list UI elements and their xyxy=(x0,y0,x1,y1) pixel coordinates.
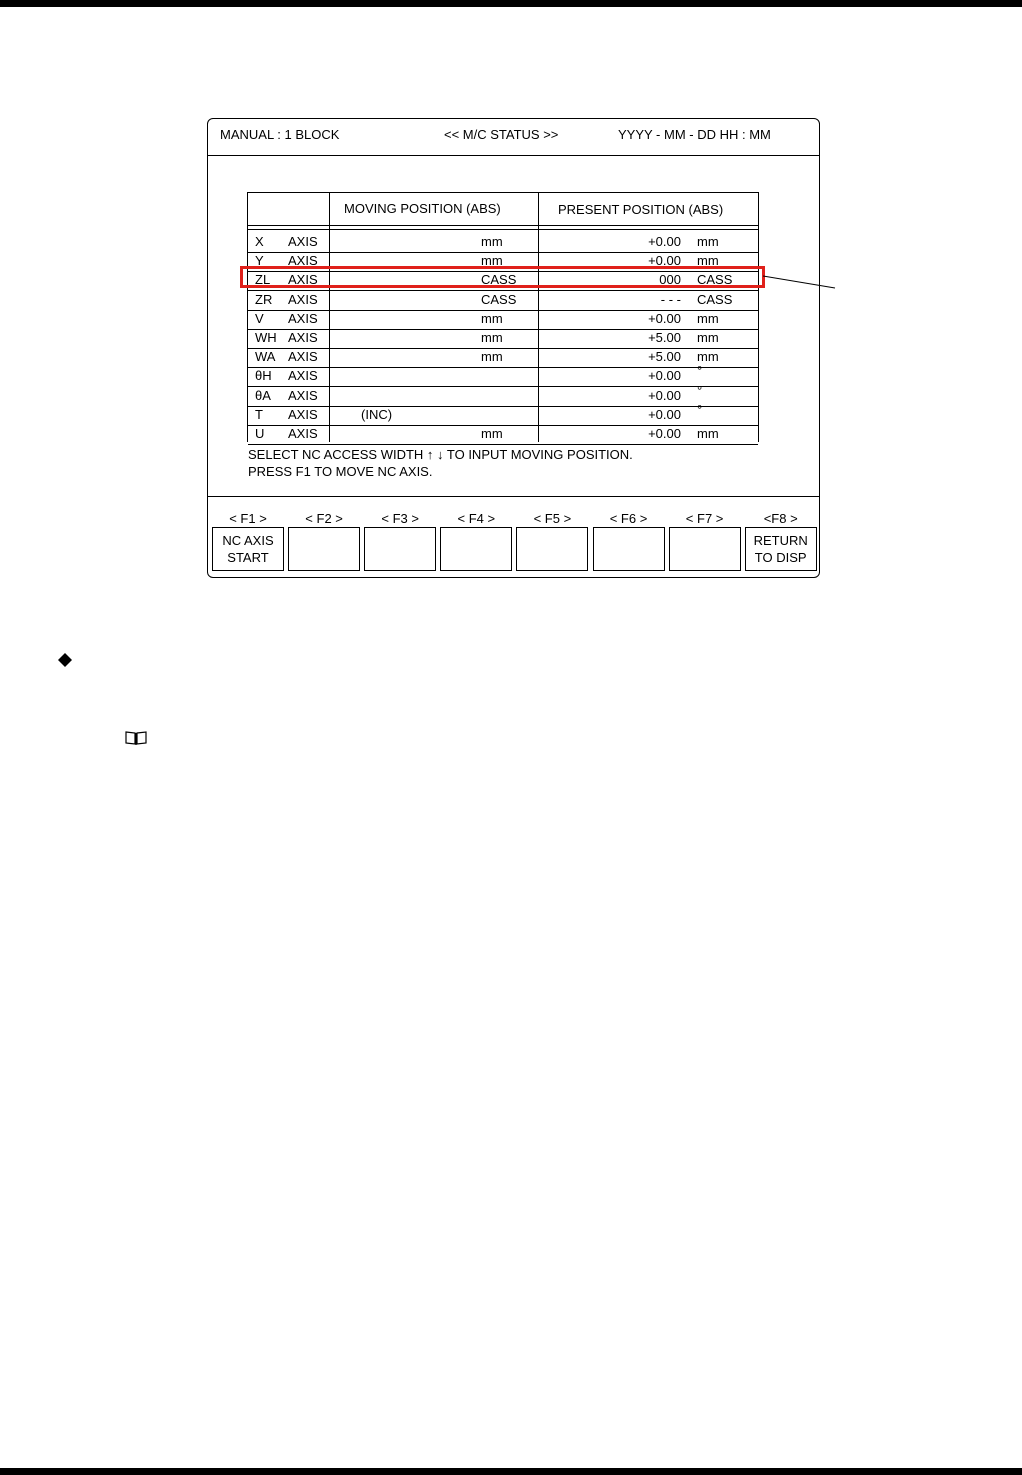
axis-label: AXIS xyxy=(288,291,318,307)
function-key-f2-button[interactable] xyxy=(288,527,360,571)
function-key-f4-button[interactable] xyxy=(440,527,512,571)
function-key-label: < F7 > xyxy=(685,511,724,526)
table-row[interactable] xyxy=(248,425,758,445)
moving-value: (INC) xyxy=(361,406,393,422)
table-header-line xyxy=(248,229,758,230)
present-unit: mm xyxy=(697,234,719,249)
table-row[interactable] xyxy=(248,329,758,349)
axis-name: WH xyxy=(255,330,277,345)
present-unit: CASS xyxy=(697,272,733,288)
function-key-label: < F1 > xyxy=(229,511,267,526)
present-value: +0.00 xyxy=(648,234,681,249)
moving-unit: CASS xyxy=(481,272,517,288)
present-value: +0.00 xyxy=(648,387,681,403)
datetime-label: YYYY - MM - DD HH : MM xyxy=(618,127,771,142)
moving-unit: mm xyxy=(481,234,503,249)
top-rule xyxy=(0,0,1022,7)
axis-name: T xyxy=(255,406,263,422)
table-header-line xyxy=(248,225,758,226)
present-value: +0.00 xyxy=(648,406,681,422)
axis-name: X xyxy=(255,234,264,249)
present-unit: mm xyxy=(697,310,719,326)
axis-name: ZR xyxy=(255,291,273,307)
function-key-f7-button[interactable] xyxy=(669,527,741,571)
moving-unit: mm xyxy=(481,310,503,326)
table-row[interactable] xyxy=(248,363,758,387)
present-unit: mm xyxy=(697,330,719,345)
function-key-f8-button[interactable] xyxy=(745,527,817,571)
axis-name: Y xyxy=(255,253,264,269)
axis-name: θH xyxy=(255,368,272,384)
present-unit: ° xyxy=(697,382,703,398)
present-unit: ° xyxy=(697,363,703,379)
instruction-line-1: SELECT NC ACCESS WIDTH ↑ ↓ TO INPUT MOVING POSITION. xyxy=(248,447,633,462)
axis-label: AXIS xyxy=(288,330,318,345)
present-value: +5.00 xyxy=(648,330,681,345)
function-key-label: <F8 > xyxy=(763,511,798,526)
axis-label: AXIS xyxy=(288,310,318,326)
axis-name: ZL xyxy=(255,272,271,288)
moving-position-header: MOVING POSITION (ABS) xyxy=(344,201,501,216)
mc-status-screen xyxy=(207,118,820,578)
present-unit: mm xyxy=(697,253,719,269)
function-key-divider xyxy=(208,496,819,497)
header-divider xyxy=(208,155,819,156)
function-key-text: RETURN xyxy=(753,533,808,548)
function-key-label: < F5 > xyxy=(533,511,572,526)
table-row[interactable] xyxy=(248,348,758,368)
table-row[interactable] xyxy=(248,382,758,407)
moving-unit: CASS xyxy=(481,291,517,307)
axis-name: θA xyxy=(255,387,271,403)
axis-position-table xyxy=(247,192,759,442)
diamond-icon xyxy=(58,653,72,667)
axis-label: AXIS xyxy=(288,368,318,384)
moving-unit: mm xyxy=(481,426,503,441)
function-key-label: < F6 > xyxy=(609,511,648,526)
present-value: +0.00 xyxy=(648,253,681,269)
axis-label: AXIS xyxy=(288,272,318,288)
function-key-text: TO DISP xyxy=(754,550,807,565)
screen-title: << M/C STATUS >> xyxy=(444,127,559,142)
present-position-header: PRESENT POSITION (ABS) xyxy=(558,202,724,217)
function-key-label: < F3 > xyxy=(381,511,419,526)
axis-label: AXIS xyxy=(288,253,318,269)
present-unit: mm xyxy=(697,426,719,441)
axis-label: AXIS xyxy=(288,406,318,422)
axis-name: V xyxy=(255,310,264,326)
bottom-rule xyxy=(0,1468,1022,1475)
table-row[interactable] xyxy=(248,310,758,330)
present-value: +0.00 xyxy=(648,310,681,326)
present-value: +0.00 xyxy=(648,426,681,441)
function-key-text: NC AXIS xyxy=(222,533,274,548)
moving-unit: mm xyxy=(481,349,503,365)
present-unit: ° xyxy=(697,401,703,417)
axis-label: AXIS xyxy=(288,349,318,365)
function-key-text: START xyxy=(227,550,269,565)
instruction-line-2: PRESS F1 TO MOVE NC AXIS. xyxy=(248,464,433,479)
present-unit: mm xyxy=(697,349,719,365)
table-row[interactable] xyxy=(248,233,758,253)
selected-row-highlight xyxy=(240,266,765,288)
present-value: - - - xyxy=(660,291,681,307)
axis-label: AXIS xyxy=(288,387,318,403)
function-key-label: < F2 > xyxy=(305,511,343,526)
axis-label: AXIS xyxy=(288,426,318,441)
table-row[interactable] xyxy=(248,401,758,426)
present-value: +0.00 xyxy=(648,368,681,384)
present-value: +5.00 xyxy=(648,349,681,365)
present-unit: CASS xyxy=(697,291,733,307)
axis-name: U xyxy=(255,426,265,441)
axis-label: AXIS xyxy=(288,234,318,249)
function-key-f6-button[interactable] xyxy=(593,527,665,571)
moving-unit: mm xyxy=(481,330,503,345)
axis-name: WA xyxy=(255,349,276,365)
mode-label: MANUAL : 1 BLOCK xyxy=(220,127,340,142)
function-key-f3-button[interactable] xyxy=(364,527,436,571)
callout-line xyxy=(763,274,843,294)
function-key-f1-button[interactable] xyxy=(212,527,284,571)
function-key-f5-button[interactable] xyxy=(516,527,588,571)
table-row[interactable] xyxy=(248,291,758,311)
book-icon xyxy=(124,730,148,746)
present-value: 000 xyxy=(659,272,681,288)
function-key-label: < F4 > xyxy=(457,511,496,526)
moving-unit: mm xyxy=(481,253,503,269)
